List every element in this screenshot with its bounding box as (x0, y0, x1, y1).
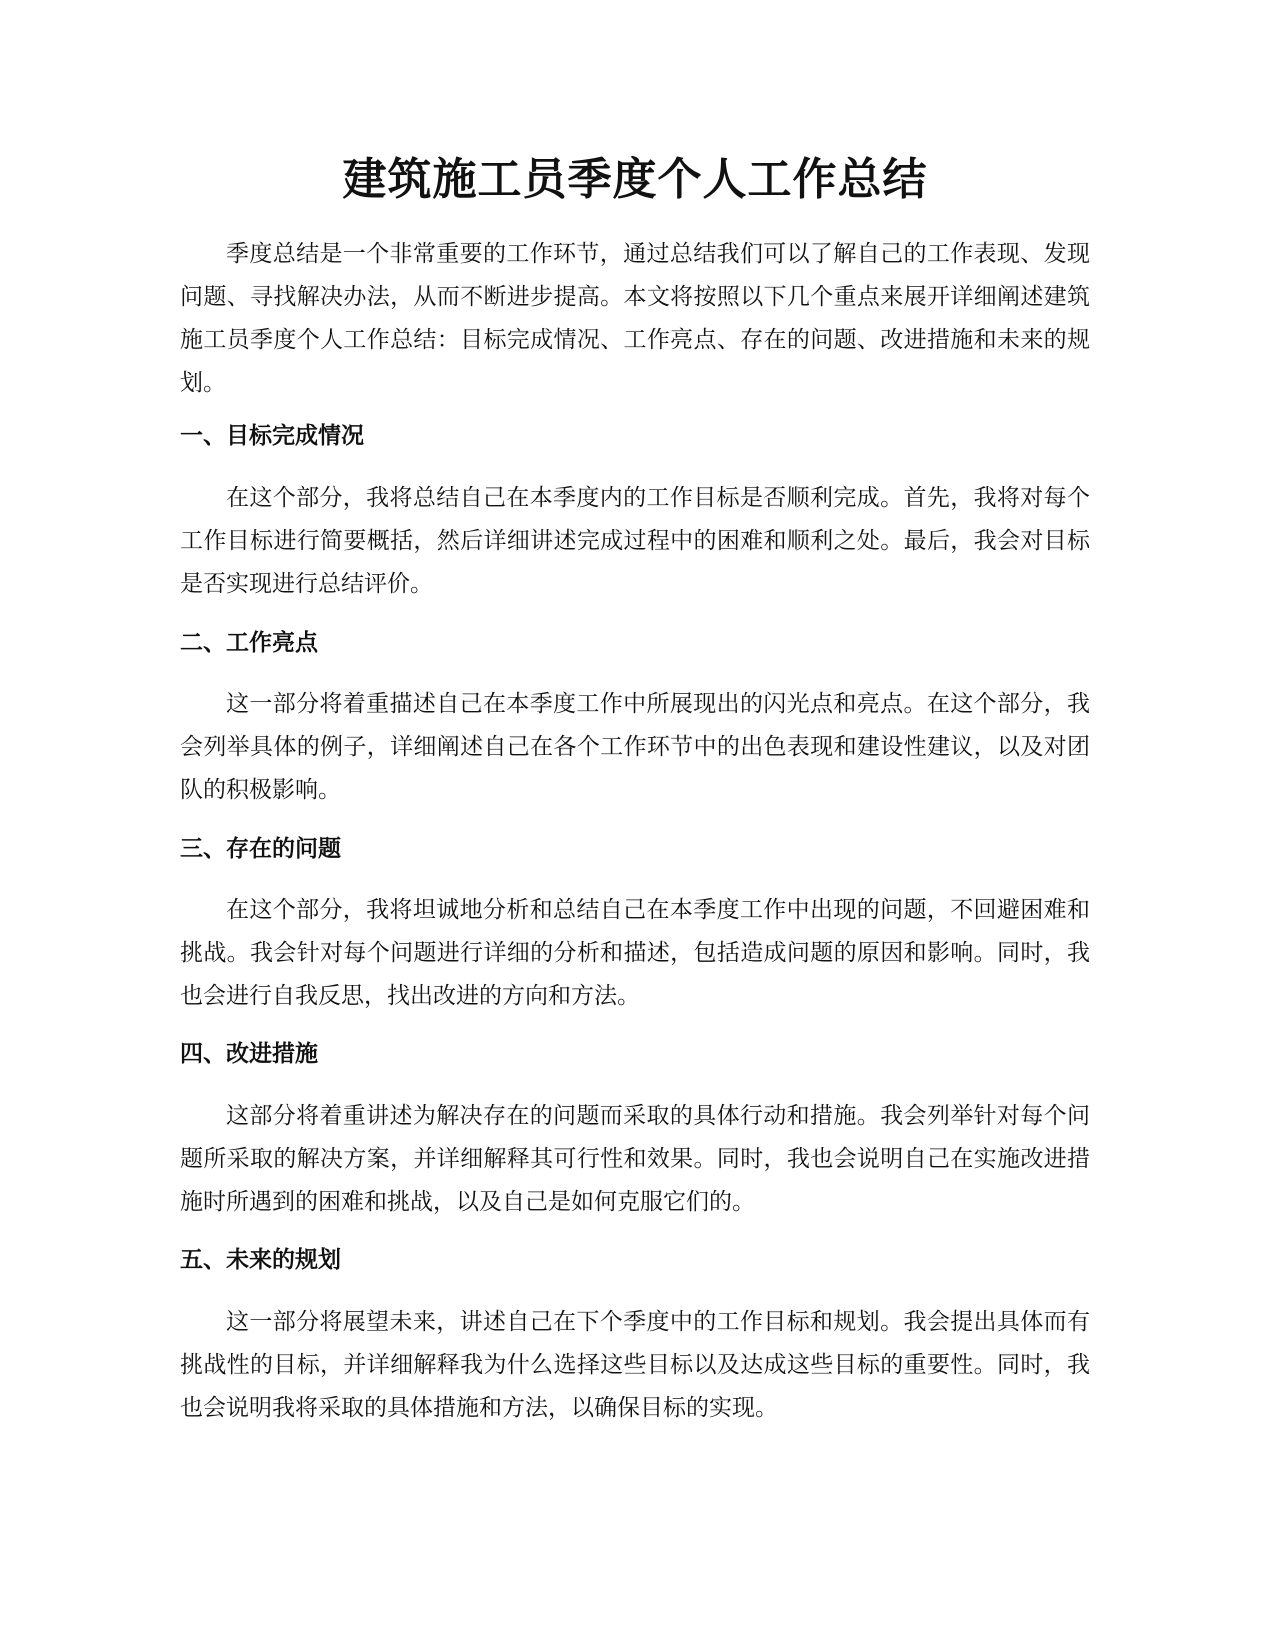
document-title: 建筑施工员季度个人工作总结 (342, 154, 928, 205)
section-body-problems: 在这个部分，我将坦诚地分析和总结自己在本季度工作中出现的问题，不回避困难和挑战。我会针对每个问题进行详细的分析和描述，包括造成问题的原因和影响。同时，我也会进行自我反思，找出改进的方向和方法。 (180, 897, 1090, 1009)
section-body-improvements: 这部分将着重讲述为解决存在的问题而采取的具体行动和措施。我会列举针对每个问题所采取的解决方案，并详细解释其可行性和效果。同时，我也会说明自己在实施改进措施时所遇到的困难和挑战，以及自己是如何克服它们的。 (180, 1103, 1090, 1215)
intro-paragraph: 季度总结是一个非常重要的工作环节，通过总结我们可以了解自己的工作表现、发现问题、寻找解决办法，从而不断进步提高。本文将按照以下几个重点来展开详细阐述建筑施工员季度个人工作总结：目标完成情况、工作亮点、存在的问题、改进措施和未来的规划。 (180, 241, 1090, 396)
section-heading-highlights: 二、工作亮点 (180, 630, 318, 656)
section-heading-problems: 三、存在的问题 (180, 836, 341, 862)
section-body-future-plans: 这一部分将展望未来，讲述自己在下个季度中的工作目标和规划。我会提出具体而有挑战性的目标，并详细解释我为什么选择这些目标以及达成这些目标的重要性。同时，我也会说明我将采取的具体措施和方法，以确保目标的实现。 (180, 1309, 1090, 1421)
document-page (180, 0, 1090, 1650)
section-heading-improvements: 四、改进措施 (180, 1041, 318, 1067)
section-body-highlights: 这一部分将着重描述自己在本季度工作中所展现出的闪光点和亮点。在这个部分，我会列举具体的例子，详细阐述自己在各个工作环节中的出色表现和建设性建议，以及对团队的积极影响。 (180, 691, 1090, 803)
section-heading-future-plans: 五、未来的规划 (180, 1247, 341, 1273)
section-heading-goals: 一、目标完成情况 (180, 423, 364, 449)
section-body-goals: 在这个部分，我将总结自己在本季度内的工作目标是否顺利完成。首先，我将对每个工作目标进行简要概括，然后详细讲述完成过程中的困难和顺利之处。最后，我会对目标是否实现进行总结评价。 (180, 485, 1090, 597)
